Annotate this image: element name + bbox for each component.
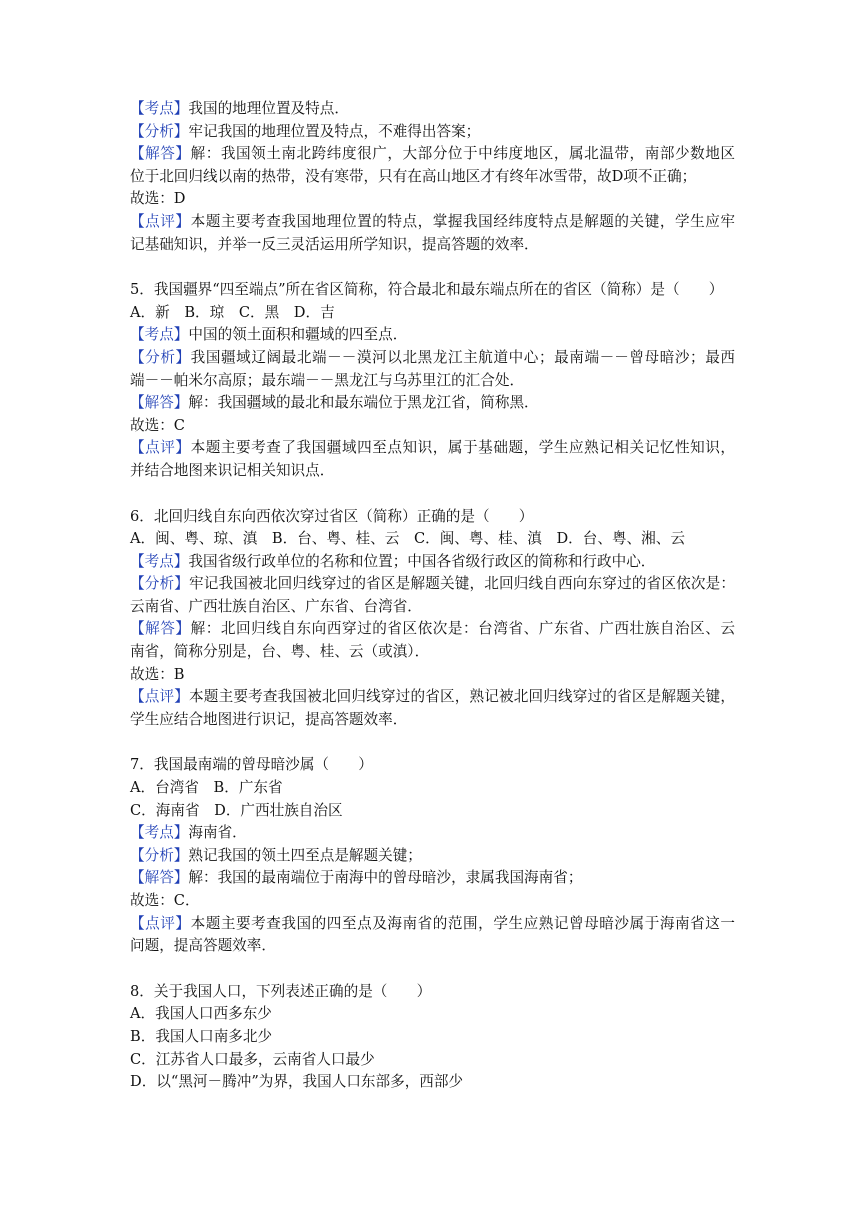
- q8-option-d: D．以“黑河－腾冲”为界，我国人口东部多，西部少: [130, 1073, 464, 1091]
- dianping-tag: 【点评】: [130, 914, 191, 932]
- q5-dianping-line-1: [130, 437, 735, 460]
- jieda-text: 解：我国疆域的最北和最东端位于黑龙江省，简称黑．: [188, 394, 539, 412]
- q6-kaodian: [130, 551, 735, 574]
- q8-option-c: C．江苏省人口最多，云南省人口最少: [130, 1050, 375, 1068]
- q6-question: 6．北回归线自东向西依次穿过省区（简称）正确的是（ ）: [130, 507, 534, 525]
- q5-fenxi-line-1: [130, 347, 735, 370]
- q5-fenxi-line-2: 端－－帕米尔高原；最东端－－黑龙江与乌苏里江的汇合处．: [130, 371, 525, 389]
- fenxi-text: 我国疆域辽阔最北端－－漠河以北黑龙江主航道中心；最南端－－曾母暗沙；最西: [190, 348, 735, 366]
- kaodian-text: 海南省．: [188, 824, 247, 842]
- kaodian-text: 我国的地理位置及特点．: [188, 100, 349, 117]
- jieda-tag: 【解答】: [130, 145, 191, 163]
- fenxi-tag: 【分析】: [130, 575, 190, 593]
- q7-answer: 故选：C．: [130, 892, 200, 909]
- fenxi-tag: 【分析】: [130, 348, 191, 366]
- q8-option-a: A．我国人口西多东少: [130, 1005, 272, 1023]
- q5-kaodian: [130, 324, 735, 347]
- q8-option-b: B．我国人口南多北少: [130, 1027, 273, 1045]
- q6-answer: 故选：B: [130, 665, 185, 683]
- dianping-tag: 【点评】: [130, 439, 191, 457]
- jieda-tag: 【解答】: [130, 394, 189, 412]
- q5-dianping-line-2: 并结合地图来识记相关知识点．: [130, 461, 335, 479]
- q4-dianping-line-2: 记基础知识，并举一反三灵活运用所学知识，提高答题的效率．: [130, 235, 539, 253]
- q7-dianping-line-1: [130, 913, 735, 936]
- q6-options: A．闽、粤、琼、滇 B．台、粤、桂、云 C．闽、粤、桂、滇 D．台、粤、湘、云: [130, 530, 685, 548]
- jieda-tag: 【解答】: [130, 869, 189, 887]
- kaodian-tag: 【考点】: [130, 326, 189, 344]
- q5-answer: 故选：C: [130, 416, 185, 434]
- q7-question: 7．我国最南端的曾母暗沙属（ ）: [130, 756, 373, 774]
- fenxi-text: 牢记我国的地理位置及特点，不难得出答案；: [188, 122, 481, 140]
- q6-fenxi-line-2: 云南省、广西壮族自治区、广东省、台湾省．: [130, 597, 422, 615]
- q7-kaodian: [130, 822, 735, 845]
- q4-block: [130, 98, 735, 256]
- document-page: [130, 98, 735, 1094]
- q4-kaodian: [130, 98, 735, 121]
- fenxi-text: 牢记我国被北回归线穿过的省区是解题关键，北回归线自西向东穿过的省区依次是：: [189, 575, 735, 593]
- q6-block: [130, 506, 735, 732]
- dianping-text: 本题主要考查了我国疆域四至点知识，属于基础题，学生应熟记相关记忆性知识，: [190, 439, 735, 457]
- fenxi-tag: 【分析】: [130, 122, 189, 140]
- q4-jieda-line-2: 位于北回归线以南的热带，没有寒带，只有在高山地区才有终年冰雪带，故D项不正确；: [130, 167, 697, 185]
- fenxi-text: 熟记我国的领土四至点是解题关键；: [188, 846, 422, 864]
- kaodian-text: 中国的领土面积和疆域的四至点．: [188, 326, 408, 344]
- q6-dianping-line-2: 学生应结合地图进行识记，提高答题效率．: [130, 710, 408, 728]
- q6-fenxi-line-1: [130, 573, 735, 596]
- dianping-text: 本题主要考查我国的四至点及海南省的范围，学生应熟记曾母暗沙属于海南省这一: [190, 914, 735, 932]
- jieda-text: 解：我国的最南端位于南海中的曾母暗沙，隶属我国海南省；: [188, 869, 583, 887]
- jieda-text: 解：北回归线自东向西穿过的省区依次是：台湾省、广东省、广西壮族自治区、云: [190, 620, 735, 638]
- fenxi-tag: 【分析】: [130, 846, 189, 864]
- q8-question: 8．关于我国人口，下列表述正确的是（ ）: [130, 982, 432, 1000]
- jieda-text: 解：我国领土南北跨纬度很广，大部分位于中纬度地区，属北温带，南部少数地区: [190, 145, 735, 163]
- q5-question: 5．我国疆界“四至端点”所在省区简称，符合最北和最东端点所在的省区（简称）是（ ）: [130, 281, 724, 299]
- q4-dianping-line-1: [130, 211, 735, 234]
- q7-block: [130, 754, 735, 957]
- q4-fenxi: [130, 121, 735, 144]
- q5-jieda: [130, 392, 735, 415]
- q6-jieda-line-2: 南省，简称分别是，台、粤、桂、云（或滇）．: [130, 643, 430, 661]
- dianping-tag: 【点评】: [130, 688, 190, 706]
- jieda-tag: 【解答】: [130, 620, 191, 638]
- q8-block: [130, 981, 735, 1094]
- kaodian-tag: 【考点】: [130, 100, 189, 117]
- q6-jieda-line-1: [130, 618, 735, 641]
- q7-fenxi: [130, 845, 735, 868]
- q6-dianping-line-1: [130, 686, 735, 709]
- kaodian-tag: 【考点】: [130, 552, 189, 570]
- q4-answer: 故选：D: [130, 190, 186, 208]
- kaodian-text: 我国省级行政单位的名称和位置；中国各省级行政区的简称和行政中心．: [188, 552, 656, 570]
- dianping-tag: 【点评】: [130, 212, 191, 230]
- q7-option-ab: A．台湾省 B．广东省: [130, 779, 283, 797]
- q7-dianping-line-2: 问题，提高答题效率．: [130, 937, 276, 955]
- q5-options: A．新 B．琼 C．黑 D．吉: [130, 303, 335, 321]
- q5-block: [130, 279, 735, 482]
- kaodian-tag: 【考点】: [130, 824, 189, 842]
- dianping-text: 本题主要考查我国地理位置的特点，掌握我国经纬度特点是解题的关键，学生应牢: [190, 212, 735, 230]
- dianping-text: 本题主要考查我国被北回归线穿过的省区，熟记被北回归线穿过的省区是解题关键，: [189, 688, 735, 706]
- q4-jieda-line-1: [130, 143, 735, 166]
- q7-jieda: [130, 867, 735, 890]
- q7-option-cd: C．海南省 D．广西壮族自治区: [130, 801, 343, 819]
